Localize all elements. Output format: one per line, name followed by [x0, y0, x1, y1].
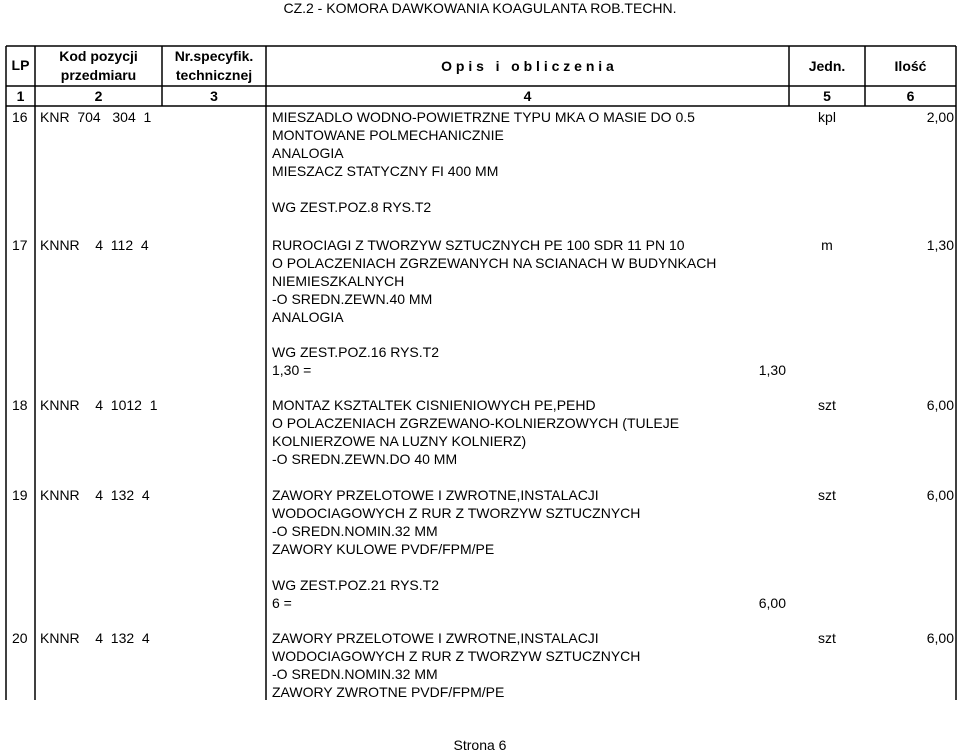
header-kod-line1: Kod pozycji [59, 48, 138, 64]
row-qty: 6,00 [926, 487, 954, 503]
column-number-4: 4 [523, 88, 532, 104]
header-lp: LP [11, 57, 30, 73]
row-line: NIEMIESZKALNYCH [272, 273, 405, 289]
row-line: ZAWORY PRZELOTOWE I ZWROTNE,INSTALACJI [272, 630, 599, 646]
row-line: RUROCIAGI Z TWORZYW SZTUCZNYCH PE 100 SDR 11 PN 10 [272, 237, 685, 253]
row-ref: WG ZEST.POZ.8 RYS.T2 [272, 199, 432, 215]
header-opis: O p i s i o b l i c z e n i a [441, 58, 614, 74]
column-number-6: 6 [906, 88, 915, 104]
row-line: ZAWORY ZWROTNE PVDF/FPM/PE [272, 684, 505, 700]
row-unit: m [821, 237, 833, 253]
row-qty: 2,00 [926, 109, 954, 125]
row-line: O POLACZENIACH ZGRZEWANYCH NA SCIANACH W BUDYNKACH [272, 255, 717, 271]
row-kod: KNR 704 304 1 [40, 109, 152, 125]
header-ilosc: Ilość [894, 58, 927, 74]
column-number-2: 2 [94, 88, 103, 104]
row-ref: WG ZEST.POZ.21 RYS.T2 [272, 577, 440, 593]
row-line: MONTAZ KSZTALTEK CISNIENIOWYCH PE,PEHD [272, 397, 596, 413]
row-line: ZAWORY PRZELOTOWE I ZWROTNE,INSTALACJI [272, 487, 599, 503]
column-number-1: 1 [16, 88, 25, 104]
row-qty: 1,30 [926, 237, 954, 253]
row-kod: KNNR 4 112 4 [40, 237, 149, 253]
header-spec-line1: Nr.specyfik. [174, 48, 254, 64]
row-line: -O SREDN.ZEWN.40 MM [272, 291, 433, 307]
row-line: -O SREDN.ZEWN.DO 40 MM [272, 451, 458, 467]
row-line: WODOCIAGOWYCH Z RUR Z TWORZYW SZTUCZNYCH [272, 505, 641, 521]
row-lp: 17 [12, 237, 28, 253]
header-spec-line2: technicznej [175, 67, 253, 83]
row-line: MIESZADLO WODNO-POWIETRZNE TYPU MKA O MASIE DO 0.5 [272, 109, 695, 125]
row-line: -O SREDN.NOMIN.32 MM [272, 523, 438, 539]
page-number: Strona 6 [453, 737, 507, 753]
row-lp: 18 [12, 397, 28, 413]
row-unit: szt [818, 487, 836, 503]
row-line: O POLACZENIACH ZGRZEWANO-KOLNIERZOWYCH (TULEJE [272, 415, 680, 431]
row-line: ANALOGIA [272, 145, 344, 161]
row-line: ANALOGIA [272, 309, 344, 325]
row-qty: 6,00 [926, 630, 954, 646]
document-title: CZ.2 - KOMORA DAWKOWANIA KOAGULANTA ROB.TECHN. [283, 0, 677, 16]
row-lp: 20 [12, 630, 28, 646]
row-lp: 16 [12, 109, 28, 125]
row-kod: KNNR 4 132 4 [40, 630, 150, 646]
row-line: KOLNIERZOWE NA LUZNY KOLNIERZ) [272, 433, 527, 449]
row-line: ZAWORY KULOWE PVDF/FPM/PE [272, 541, 495, 557]
row-unit: kpl [818, 109, 836, 125]
row-kod: KNNR 4 132 4 [40, 487, 150, 503]
header-kod-line2: przedmiaru [60, 67, 137, 83]
row-line: MONTOWANE POLMECHANICZNIE [272, 127, 504, 143]
row-calc-right: 6,00 [758, 595, 786, 611]
column-number-3: 3 [210, 88, 218, 104]
row-calc-left: 1,30 = [272, 362, 312, 378]
row-line: WODOCIAGOWYCH Z RUR Z TWORZYW SZTUCZNYCH [272, 648, 641, 664]
row-ref: WG ZEST.POZ.16 RYS.T2 [272, 344, 440, 360]
row-line: -O SREDN.NOMIN.32 MM [272, 666, 438, 682]
row-line: MIESZACZ STATYCZNY FI 400 MM [272, 163, 499, 179]
row-unit: szt [818, 397, 836, 413]
row-lp: 19 [12, 487, 28, 503]
row-calc-right: 1,30 [758, 362, 786, 378]
header-jedn: Jedn. [808, 58, 846, 74]
row-unit: szt [818, 630, 836, 646]
column-number-5: 5 [823, 88, 831, 104]
row-calc-left: 6 = [272, 595, 292, 611]
row-qty: 6,00 [926, 397, 954, 413]
row-kod: KNNR 4 1012 1 [40, 397, 158, 413]
